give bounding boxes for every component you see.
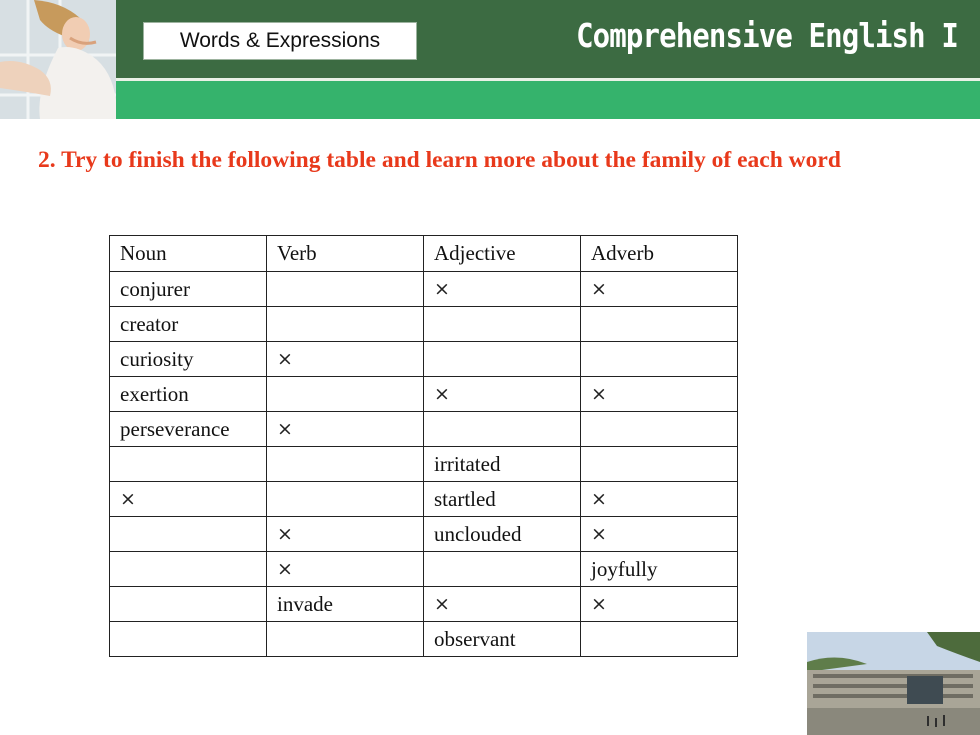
table-cell-verb: invade [267, 587, 424, 622]
table-row [110, 622, 738, 657]
instruction-heading: 2. Try to finish the following table and learn more about the family of each word [38, 147, 841, 173]
cross-mark: × [424, 587, 581, 622]
header-band [0, 81, 980, 119]
table-row [110, 447, 738, 482]
column-header-adverb: Adverb [581, 236, 738, 272]
section-label: Words & Expressions [143, 22, 417, 60]
table-cell-verb [267, 622, 424, 657]
table-row [110, 552, 738, 587]
table-cell-verb [267, 377, 424, 412]
table-cell-adjective [424, 412, 581, 447]
table-cell-noun [110, 622, 267, 657]
table-cell-adverb [581, 447, 738, 482]
column-header-noun: Noun [110, 236, 267, 272]
table-cell-noun: creator [110, 307, 267, 342]
table-cell-adjective: irritated [424, 447, 581, 482]
header-photo [0, 0, 116, 119]
cross-mark: × [267, 517, 424, 552]
table-cell-adjective: observant [424, 622, 581, 657]
word-family-table [109, 235, 738, 657]
cross-mark: × [581, 377, 738, 412]
cross-mark: × [424, 377, 581, 412]
table-cell-adverb [581, 412, 738, 447]
table-cell-adjective: startled [424, 482, 581, 517]
table-row [110, 342, 738, 377]
table-row [110, 482, 738, 517]
cross-mark: × [581, 587, 738, 622]
table-row [110, 412, 738, 447]
cross-mark: × [581, 517, 738, 552]
cross-mark: × [581, 482, 738, 517]
table-cell-noun [110, 517, 267, 552]
table-cell-adjective [424, 307, 581, 342]
cross-mark: × [424, 272, 581, 307]
table-cell-noun [110, 552, 267, 587]
cross-mark: × [267, 342, 424, 377]
table-header-row [110, 236, 738, 272]
table-cell-adjective: unclouded [424, 517, 581, 552]
table-cell-noun: exertion [110, 377, 267, 412]
table-cell-adverb [581, 622, 738, 657]
table-cell-adjective [424, 342, 581, 377]
table-cell-noun [110, 447, 267, 482]
table-cell-adjective [424, 552, 581, 587]
table-cell-noun: curiosity [110, 342, 267, 377]
table-cell-verb [267, 447, 424, 482]
cross-mark: × [581, 272, 738, 307]
table-cell-noun [110, 587, 267, 622]
table-row [110, 517, 738, 552]
table-cell-adverb [581, 307, 738, 342]
cross-mark: × [267, 552, 424, 587]
table-cell-verb [267, 272, 424, 307]
table-cell-adverb: joyfully [581, 552, 738, 587]
table-cell-verb [267, 482, 424, 517]
cross-mark: × [267, 412, 424, 447]
column-header-adjective: Adjective [424, 236, 581, 272]
column-header-verb: Verb [267, 236, 424, 272]
table-cell-adverb [581, 342, 738, 377]
table-cell-noun: conjurer [110, 272, 267, 307]
table-row [110, 587, 738, 622]
table-cell-verb [267, 307, 424, 342]
table-cell-noun: perseverance [110, 412, 267, 447]
campus-building-photo [807, 632, 980, 735]
cross-mark: × [110, 482, 267, 517]
table-row [110, 307, 738, 342]
table-row [110, 377, 738, 412]
course-title: Comprehensive English I [576, 16, 958, 55]
table-row [110, 272, 738, 307]
